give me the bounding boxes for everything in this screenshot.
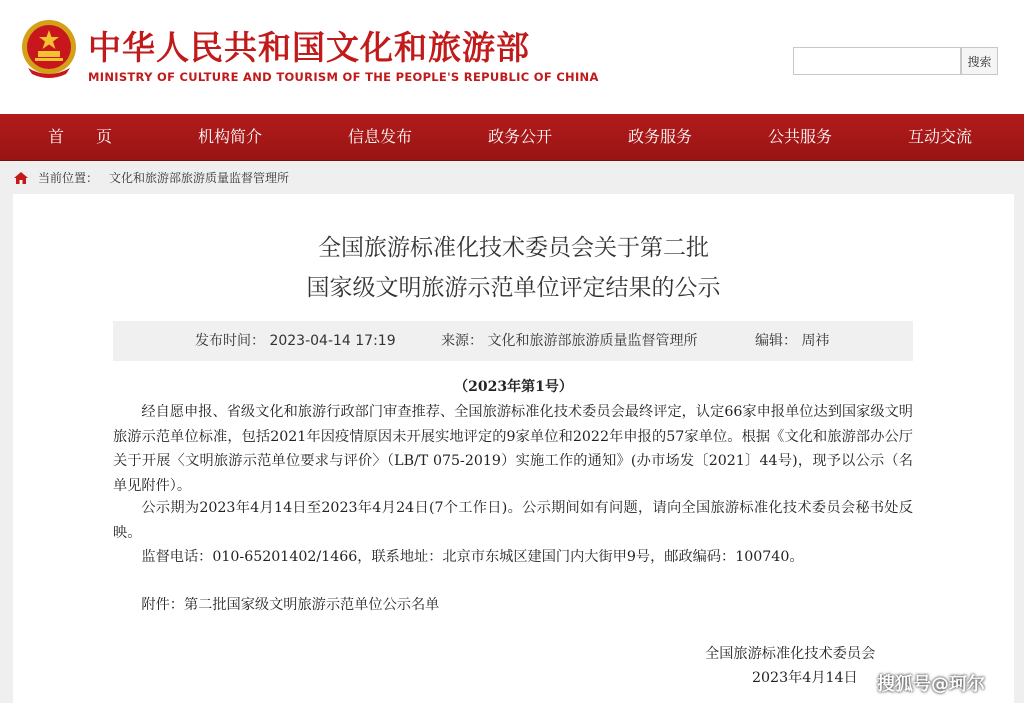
home-icon (14, 172, 28, 184)
article-paragraph: 经自愿申报、省级文化和旅游行政部门审查推荐、全国旅游标准化技术委员会最终评定，认定66家申报单位达到国家级文明旅游示范单位标准，包括2021年因疫情原因未开展实地评定的9家单位和2022年申报的57家单位。根据《文化和旅游部办公厅关于开展〈文明旅游示范单位要求与评价〉（LB/T 075-2019）实施工作的通知》(办市场发〔2021〕44号)，现予以公示（名单见附件）。 (113, 404, 913, 494)
site-subtitle: MINISTRY OF CULTURE AND TOURISM OF THE PEOPLE'S REPUBLIC OF CHINA (88, 70, 599, 84)
site-title: 中华人民共和国文化和旅游部 (88, 28, 530, 67)
nav-item-gov-info[interactable]: 政务公开 (488, 127, 553, 146)
article-source: 来源： 文化和旅游部旅游质量监督管理所 (441, 333, 698, 349)
article-title-line2: 国家级文明旅游示范单位评定结果的公示 (306, 275, 721, 301)
nav-item-gov-services[interactable]: 政务服务 (628, 127, 693, 146)
breadcrumb-label: 当前位置： (38, 171, 99, 185)
breadcrumb (0, 165, 1024, 191)
nav-item-public-services[interactable]: 公共服务 (768, 127, 833, 146)
national-emblem-icon[interactable] (18, 18, 80, 80)
nav-item-news[interactable]: 信息发布 (348, 127, 413, 146)
article-title (13, 228, 1014, 308)
article-paragraph: 公示期为2023年4月14日至2023年4月24日(7个工作日)。公示期间如有问题，请向全国旅游标准化技术委员会秘书处反映。 (113, 500, 913, 541)
nav-item-about[interactable]: 机构简介 (198, 127, 263, 146)
search-input[interactable] (793, 47, 961, 75)
site-header (0, 0, 1024, 114)
article-container (13, 194, 1014, 703)
article-title-line1: 全国旅游标准化技术委员会关于第二批 (318, 235, 709, 261)
document-number: （2023年第1号） (454, 379, 573, 395)
article-paragraph: 监督电话：010-65201402/1466，联系地址：北京市东城区建国门内大街甲9号，邮政编码：100740。 (141, 549, 804, 565)
signature-organization: 全国旅游标准化技术委员会 (705, 646, 876, 662)
article-editor: 编辑： 周祎 (755, 333, 830, 349)
search-button[interactable]: 搜索 (961, 47, 998, 75)
publish-date: 发布时间： 2023-04-14 17:19 (195, 333, 396, 349)
main-nav (0, 114, 1024, 161)
attachment-line[interactable]: 附件：第二批国家级文明旅游示范单位公示名单 (141, 597, 440, 613)
breadcrumb-link[interactable]: 文化和旅游部旅游质量监督管理所 (109, 171, 290, 185)
nav-item-interaction[interactable]: 互动交流 (908, 127, 973, 146)
signature-date: 2023年4月14日 (752, 670, 858, 686)
nav-item-home[interactable]: 首 页 (48, 127, 113, 146)
watermark: 搜狐号@珂尔 (877, 674, 985, 695)
article-meta-bar (113, 321, 913, 361)
